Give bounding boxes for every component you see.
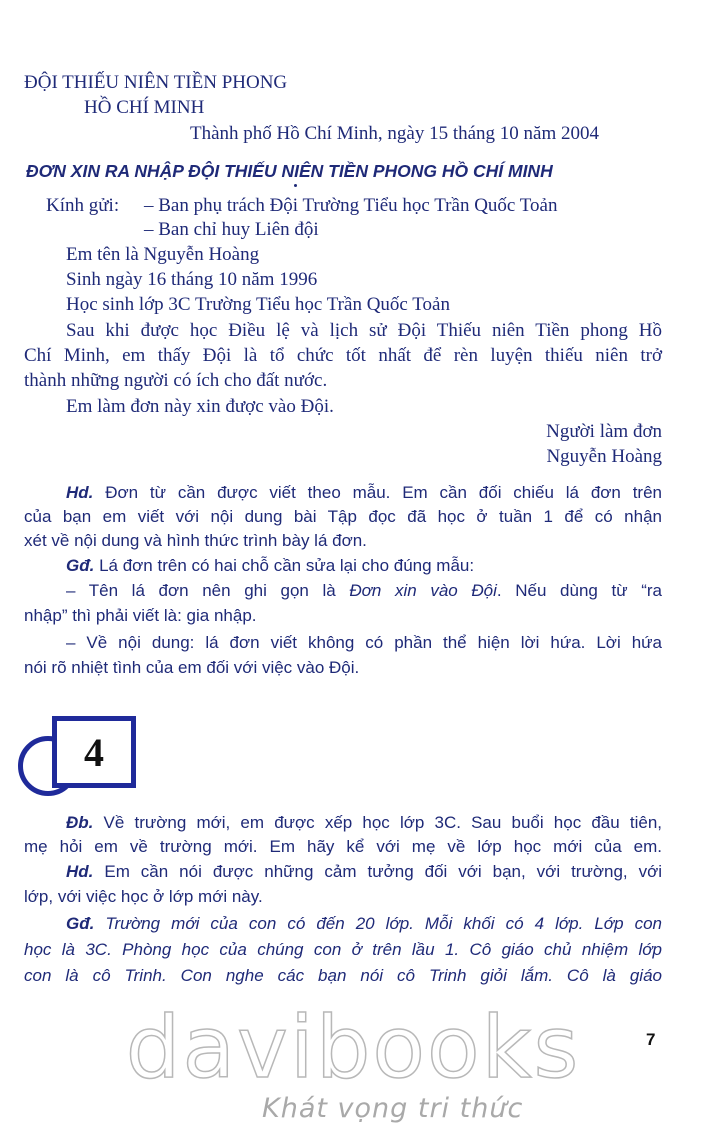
hd-label: Hd. [66, 483, 94, 502]
recipient-label: Kính gửi: [46, 195, 120, 216]
gd-text-2b: Đơn xin vào Đội [349, 581, 497, 600]
hd-text-1: Đơn từ cần được viết theo mẫu. Em cần đối chiếu lá đơn trên [93, 483, 662, 502]
section-gd-label: Gđ. [66, 914, 95, 933]
gd-note-line-4: – Về nội dung: lá đơn viết không có phần thể hiện lời hứa. Lời hứa [66, 633, 662, 652]
letter-body-1: Sau khi được học Điều lệ và lịch sử Đội Thiếu niên Tiền phong Hồ [66, 320, 662, 341]
watermark-brand: davibooks [125, 998, 581, 1098]
watermark-slogan: Khát vọng tri thức [262, 1093, 524, 1124]
gd-note-line-5: nói rõ nhiệt tình của em đối với việc vào Đội. [24, 658, 360, 677]
letter-body-2: Chí Minh, em thấy Đội là tổ chức tốt nhất để rèn luyện thiếu niên trở [24, 345, 662, 366]
section-gd-line-3: con là cô Trinh. Con nghe các bạn nói cô Trinh giỏi lắm. Cô là giáo [24, 966, 662, 985]
hd-note-line-1 [66, 482, 662, 504]
gd-text-1: Lá đơn trên có hai chỗ cần sửa lại cho đúng mẫu: [94, 556, 475, 575]
page-number: 7 [646, 1030, 656, 1049]
db-label: Đb. [66, 813, 94, 832]
gd-text-2c: . Nếu dùng từ “ra [496, 581, 662, 600]
hd-note-line-2: của bạn em viết với nội dung bài Tập đọc đã học ở tuần 1 để có nhận [24, 507, 662, 526]
section-gd-line-2: học là 3C. Phòng học của chúng con ở trên lầu 1. Cô giáo chủ nhiệm lớp [24, 940, 662, 959]
db-line-1 [66, 812, 662, 834]
letter-body-4: Em làm đơn này xin được vào Đội. [66, 396, 334, 417]
name-line: Em tên là Nguyễn Hoàng [66, 244, 260, 265]
class-line: Học sinh lớp 3C Trường Tiểu học Trần Quốc Toản [66, 294, 450, 315]
org-name-line-1: ĐỘI THIẾU NIÊN TIỀN PHONG [24, 72, 288, 93]
recipient-1: – Ban phụ trách Đội Trường Tiểu học Trần Quốc Toản [144, 195, 558, 216]
section-hd-line-2: lớp, với việc học ở lớp mới này. [24, 887, 263, 906]
recipient-2: – Ban chỉ huy Liên đội [144, 219, 319, 240]
signer-name: Nguyễn Hoàng [546, 446, 662, 467]
hd-note-line-3: xét về nội dung và hình thức trình bày lá đơn. [24, 531, 367, 550]
section-hd-line-1 [66, 861, 662, 883]
gd-note-line-1 [66, 555, 474, 577]
letter-title: ĐƠN XIN RA NHẬP ĐỘI THIẾU NIÊN TIỀN PHONG HỒ CHÍ MINH [26, 161, 553, 181]
gd-note-line-2 [66, 580, 662, 602]
gd-label: Gđ. [66, 556, 95, 575]
decorative-dot [294, 184, 297, 187]
letter-body-3: thành những người có ích cho đất nước. [24, 370, 328, 391]
signer-label: Người làm đơn [546, 421, 662, 442]
section-number: 4 [52, 716, 136, 788]
section-hd-text-1: Em cần nói được những cảm tưởng đối với bạn, với trường, với [93, 862, 662, 881]
gd-note-line-3: nhập” thì phải viết là: gia nhập. [24, 606, 257, 625]
section-hd-label: Hd. [66, 862, 94, 881]
db-line-2: mẹ hỏi em về trường mới. Em hãy kể với mẹ về lớp học mới của em. [24, 837, 662, 856]
section-gd-text-1: Trường mới của con có đến 20 lớp. Mỗi khối có 4 lớp. Lớp con [94, 914, 662, 933]
section-number-badge [18, 716, 128, 804]
birth-line: Sinh ngày 16 tháng 10 năm 1996 [66, 269, 318, 290]
org-name-line-2: HỒ CHÍ MINH [84, 97, 205, 118]
place-date: Thành phố Hồ Chí Minh, ngày 15 tháng 10 năm 2004 [190, 123, 599, 144]
db-text-1: Về trường mới, em được xếp học lớp 3C. Sau buổi học đầu tiên, [93, 813, 662, 832]
gd-text-2a: – Tên lá đơn nên ghi gọn là [66, 581, 350, 600]
section-gd-line-1 [66, 913, 662, 935]
